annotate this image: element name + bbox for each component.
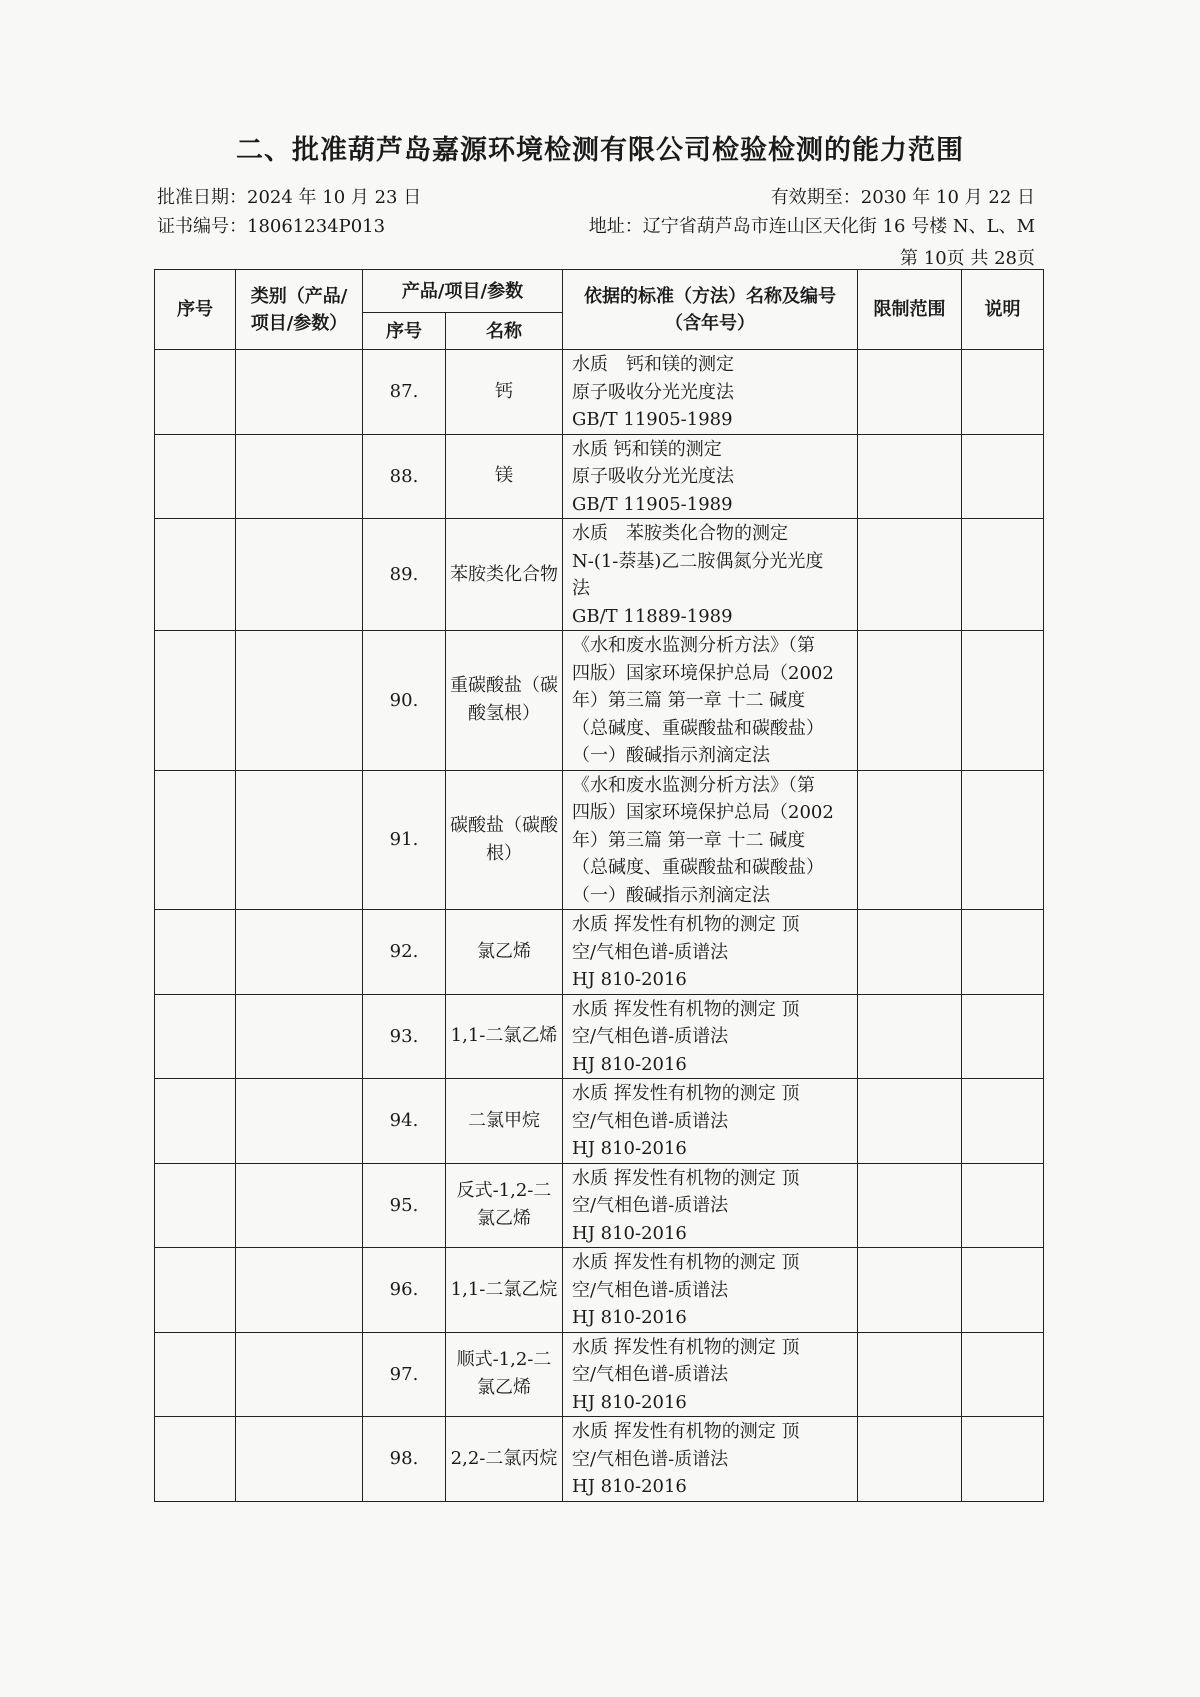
category-cell [236, 631, 363, 771]
limit-cell [858, 434, 962, 519]
standard-line: 四版）国家环境保护总局（2002 [572, 802, 834, 823]
table-row [155, 350, 1044, 435]
item-name: 二氯甲烷 [446, 1079, 563, 1164]
standard-line: 水质 苯胺类化合物的测定 [572, 523, 788, 544]
seq-cell [155, 350, 236, 435]
category-cell [236, 1417, 363, 1502]
table-row [155, 994, 1044, 1079]
item-name: 1,1-二氯乙烷 [446, 1248, 563, 1333]
seq-cell [155, 1417, 236, 1502]
standard-line: 水质 挥发性有机物的测定 顶 [572, 1083, 800, 1104]
note-cell [962, 434, 1044, 519]
standard-line: 空/气相色谱-质谱法 [572, 1195, 729, 1216]
standard-line: 空/气相色谱-质谱法 [572, 1026, 729, 1047]
category-cell [236, 1079, 363, 1164]
category-cell [236, 994, 363, 1079]
standard-line: 空/气相色谱-质谱法 [572, 1364, 729, 1385]
standard-line: 空/气相色谱-质谱法 [572, 1279, 729, 1301]
standard-line: HJ 810-2016 [572, 969, 687, 990]
item-number: 87. [363, 350, 446, 435]
standard-line: 空/气相色谱-质谱法 [572, 1448, 729, 1470]
item-name: 镁 [446, 434, 563, 519]
standard-line: 水质 挥发性有机物的测定 顶 [572, 1336, 800, 1358]
table-row [155, 434, 1044, 519]
standard-line: 水质 挥发性有机物的测定 顶 [572, 998, 800, 1020]
standard-line: HJ 810-2016 [572, 1222, 687, 1244]
category-cell [236, 350, 363, 435]
standard-line: 水质 钙和镁的测定 [572, 438, 722, 460]
item-number: 90. [363, 631, 446, 771]
note-cell [962, 994, 1044, 1079]
category-cell [236, 1248, 363, 1333]
standard-cell [563, 1163, 858, 1248]
standard-cell [563, 434, 858, 519]
seq-cell [155, 994, 236, 1079]
item-name: 1,1-二氯乙烯 [446, 994, 563, 1079]
table-row [155, 1248, 1044, 1333]
limit-cell [858, 1417, 962, 1502]
note-cell [962, 1079, 1044, 1164]
item-number: 97. [363, 1332, 446, 1417]
seq-cell [155, 519, 236, 631]
standard-line: HJ 810-2016 [572, 1307, 687, 1328]
standard-line: 水质 挥发性有机物的测定 顶 [572, 1167, 800, 1189]
item-number: 91. [363, 770, 446, 910]
standard-line: GB/T 11905-1989 [572, 409, 733, 430]
capability-table [154, 269, 1044, 1502]
item-number: 95. [363, 1163, 446, 1248]
seq-cell [155, 910, 236, 995]
seq-cell [155, 1332, 236, 1417]
table-row [155, 910, 1044, 995]
standard-line: GB/T 11889-1989 [572, 605, 733, 627]
note-cell [962, 910, 1044, 995]
approval-date: 批准日期：2024 年 10 月 23 日 [157, 187, 422, 208]
item-name: 氯乙烯 [446, 910, 563, 995]
standard-line: HJ 810-2016 [572, 1391, 687, 1413]
item-number: 98. [363, 1417, 446, 1502]
standard-line: （一）酸碱指示剂滴定法 [572, 745, 770, 766]
standard-cell [563, 631, 858, 771]
standard-line: 四版）国家环境保护总局（2002 [572, 662, 834, 684]
category-cell [236, 519, 363, 631]
standard-cell [563, 910, 858, 995]
limit-cell [858, 910, 962, 995]
limit-cell [858, 350, 962, 435]
item-name: 碳酸盐（碳酸根） [446, 770, 563, 910]
limit-cell [858, 994, 962, 1079]
standard-line: 《水和废水监测分析方法》（第 [572, 774, 815, 796]
item-number: 96. [363, 1248, 446, 1333]
page-title: 二、批准葫芦岛嘉源环境检测有限公司检验检测的能力范围 [236, 135, 964, 166]
standard-cell [563, 994, 858, 1079]
standard-line: HJ 810-2016 [572, 1138, 687, 1159]
note-cell [962, 519, 1044, 631]
header-seq: 序号 [155, 270, 236, 350]
note-cell [962, 1248, 1044, 1333]
table-row [155, 1417, 1044, 1502]
standard-line: 水质 挥发性有机物的测定 顶 [572, 1252, 800, 1273]
item-name: 反式-1,2-二氯乙烯 [446, 1163, 563, 1248]
item-name: 顺式-1,2-二氯乙烯 [446, 1332, 563, 1417]
limit-cell [858, 1332, 962, 1417]
seq-cell [155, 434, 236, 519]
standard-cell [563, 1248, 858, 1333]
header-item-name: 名称 [446, 313, 563, 350]
standard-line: HJ 810-2016 [572, 1053, 687, 1075]
item-number: 94. [363, 1079, 446, 1164]
seq-cell [155, 1163, 236, 1248]
standard-line: 年）第三篇 第一章 十二 碱度 [572, 690, 806, 711]
valid-until: 有效期至：2030 年 10 月 22 日 [770, 187, 1035, 208]
category-cell [236, 1332, 363, 1417]
header-standard: 依据的标准（方法）名称及编号（含年号） [563, 270, 858, 350]
table-row [155, 1332, 1044, 1417]
table-row [155, 1163, 1044, 1248]
standard-line: （总碱度、重碳酸盐和碳酸盐） [572, 857, 824, 878]
note-cell [962, 350, 1044, 435]
item-number: 92. [363, 910, 446, 995]
note-cell [962, 1332, 1044, 1417]
standard-cell [563, 1079, 858, 1164]
item-number: 89. [363, 519, 446, 631]
limit-cell [858, 631, 962, 771]
header-note: 说明 [962, 270, 1044, 350]
limit-cell [858, 519, 962, 631]
header-category: 类别（产品/项目/参数） [236, 270, 363, 350]
standard-line: 水质 钙和镁的测定 [572, 354, 734, 375]
seq-cell [155, 1079, 236, 1164]
standard-cell [563, 350, 858, 435]
standard-cell [563, 1417, 858, 1502]
header-item-seq: 序号 [363, 313, 446, 350]
header-limit: 限制范围 [858, 270, 962, 350]
limit-cell [858, 1079, 962, 1164]
seq-cell [155, 770, 236, 910]
standard-line: 原子吸收分光光度法 [572, 466, 734, 487]
category-cell [236, 1163, 363, 1248]
certificate-number: 证书编号：18061234P013 [157, 216, 386, 237]
limit-cell [858, 770, 962, 910]
standard-line: （一）酸碱指示剂滴定法 [572, 884, 770, 906]
item-number: 88. [363, 434, 446, 519]
note-cell [962, 770, 1044, 910]
standard-line: GB/T 11905-1989 [572, 493, 733, 515]
note-cell [962, 1417, 1044, 1502]
item-number: 93. [363, 994, 446, 1079]
table-row [155, 770, 1044, 910]
limit-cell [858, 1163, 962, 1248]
page-info: 第 10页 共 28页 [900, 248, 1035, 269]
item-name: 重碳酸盐（碳酸氢根） [446, 631, 563, 771]
address: 地址：辽宁省葫芦岛市连山区天化街 16 号楼 N、L、M [588, 216, 1035, 237]
note-cell [962, 1163, 1044, 1248]
header-product-group: 产品/项目/参数 [363, 270, 563, 313]
item-name: 钙 [446, 350, 563, 435]
standard-line: 年）第三篇 第一章 十二 碱度 [572, 829, 806, 851]
category-cell [236, 770, 363, 910]
standard-line: 水质 挥发性有机物的测定 顶 [572, 914, 800, 935]
item-name: 2,2-二氯丙烷 [446, 1417, 563, 1502]
table-row [155, 519, 1044, 631]
standard-cell [563, 770, 858, 910]
standard-line: 水质 挥发性有机物的测定 顶 [572, 1421, 800, 1442]
standard-line: 空/气相色谱-质谱法 [572, 941, 729, 963]
standard-cell [563, 1332, 858, 1417]
limit-cell [858, 1248, 962, 1333]
table-row [155, 1079, 1044, 1164]
standard-line: HJ 810-2016 [572, 1476, 687, 1497]
seq-cell [155, 1248, 236, 1333]
item-name: 苯胺类化合物 [446, 519, 563, 631]
standard-line: 法 [572, 578, 590, 599]
standard-line: （总碱度、重碳酸盐和碳酸盐） [572, 717, 824, 739]
category-cell [236, 434, 363, 519]
note-cell [962, 631, 1044, 771]
seq-cell [155, 631, 236, 771]
standard-line: 原子吸收分光光度法 [572, 381, 734, 403]
standard-line: 《水和废水监测分析方法》（第 [572, 635, 815, 656]
category-cell [236, 910, 363, 995]
table-row [155, 631, 1044, 771]
standard-line: N-(1-萘基)乙二胺偶氮分光光度 [572, 550, 824, 572]
standard-cell [563, 519, 858, 631]
standard-line: 空/气相色谱-质谱法 [572, 1110, 729, 1132]
